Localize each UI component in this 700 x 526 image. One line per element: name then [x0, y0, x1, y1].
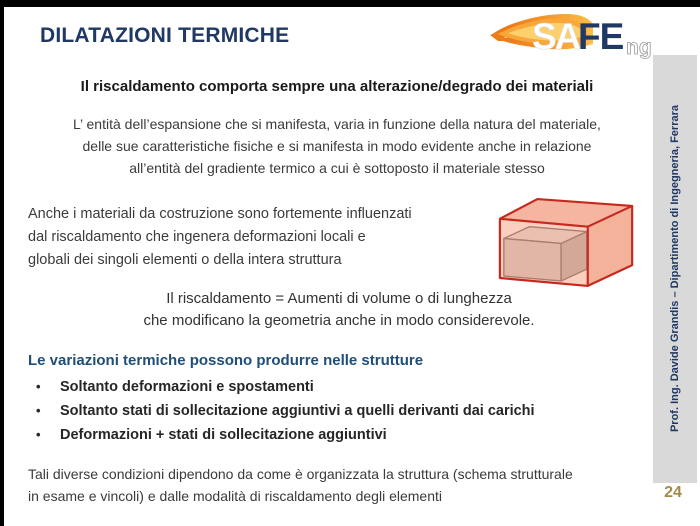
bullet-text: Deformazioni + stati di sollecitazione aggiuntivi: [60, 427, 387, 443]
paragraph-line: Tali diverse condizioni dipendono da come è organizzata la struttura (schema strutturale: [28, 466, 573, 482]
variations-bullet-list: [36, 375, 535, 447]
logo-text-fe: FE: [578, 16, 624, 57]
author-credit-text: Prof. Ing. Davide Grandis – Dipartimento di Ingegneria, Ferrara: [669, 105, 681, 433]
bullet-text: Soltanto deformazioni e spostamenti: [60, 379, 314, 395]
materials-paragraph: [28, 203, 488, 272]
list-item: [36, 399, 535, 423]
cube-diagram: [492, 183, 645, 297]
list-item: [36, 375, 535, 399]
heating-equation-paragraph: [28, 288, 650, 332]
paragraph-line: L’ entità dell’espansione che si manifesta, varia in funzione della natura del materiale,: [73, 116, 601, 132]
paragraph-line: che modificano la geometria anche in modo considerevole.: [143, 312, 535, 329]
bullet-icon: •: [36, 403, 41, 418]
paragraph-line: Anche i materiali da costruzione sono fortemente influenzati: [28, 206, 412, 222]
paragraph-line: all’entità del gradiente termico a cui è sottoposto il materiale stesso: [129, 160, 545, 176]
expanded-volume-cube: [500, 199, 632, 286]
logo-text-ng: ng: [626, 36, 652, 59]
page-title: DILATAZIONI TERMICHE: [40, 24, 290, 47]
bullet-text: Soltanto stati di sollecitazione aggiuntivi a quelli derivanti dai carichi: [60, 403, 535, 419]
closing-paragraph: [28, 463, 658, 507]
page-number: 24: [664, 484, 682, 501]
paragraph-line: globali dei singoli elementi o della intera struttura: [28, 252, 342, 268]
expansion-paragraph: [28, 113, 646, 179]
list-item: [36, 423, 535, 447]
author-sidebar: [653, 55, 697, 483]
thermal-expansion-cube-figure: [492, 183, 645, 297]
bullet-icon: •: [36, 427, 41, 442]
paragraph-line: Il riscaldamento = Aumenti di volume o di lunghezza: [166, 290, 512, 307]
paragraph-line: in esame e vincoli) e dalle modalità di riscaldamento degli elementi: [28, 488, 442, 504]
statement-heading: Il riscaldamento comporta sempre una alterazione/degrado dei materiali: [80, 78, 594, 95]
safeng-logo-graphic: [490, 4, 665, 60]
paragraph-line: delle sue caratteristiche fisiche e si manifesta in modo evidente anche in relazione: [82, 138, 592, 154]
logo-text-sa: SA: [532, 16, 580, 57]
slide-left-border: [0, 0, 4, 526]
paragraph-line: dal riscaldamento che ingenera deformazioni locali e: [28, 229, 366, 245]
variations-heading: Le variazioni termiche possono produrre nelle strutture: [28, 352, 424, 369]
bullet-icon: •: [36, 379, 41, 394]
safeng-logo: [490, 4, 665, 60]
